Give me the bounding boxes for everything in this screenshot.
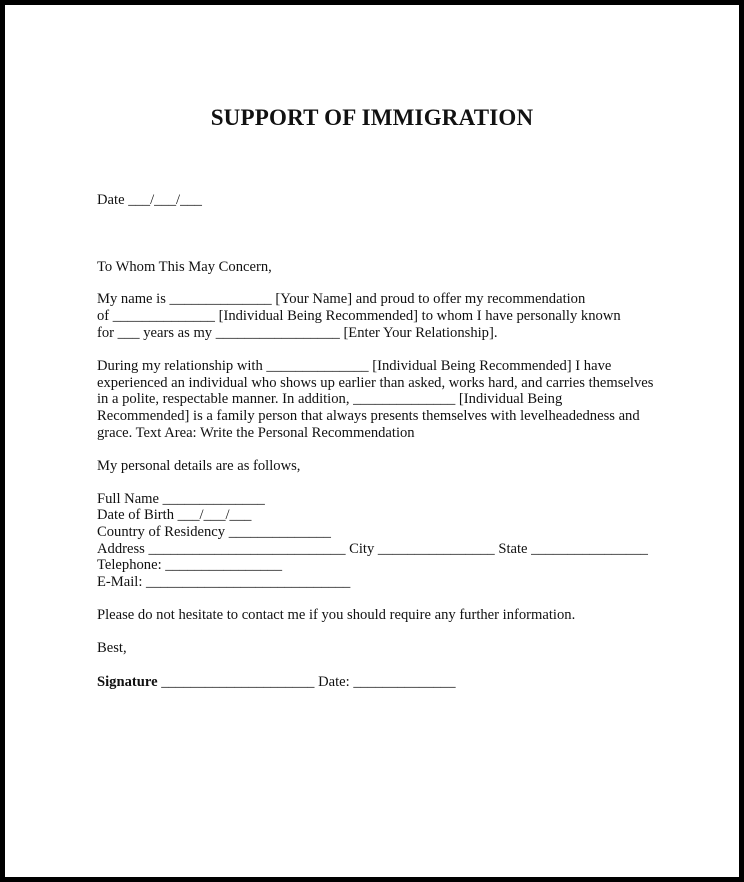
dob-field: Date of Birth ___/___/___ <box>97 507 252 523</box>
document-title: SUPPORT OF IMMIGRATION <box>210 105 534 130</box>
date-line: Date ___/___/___ <box>97 192 202 208</box>
full-name-field: Full Name ______________ <box>97 491 265 507</box>
details-intro: My personal details are as follows, <box>97 458 301 474</box>
body-line-5: grace. Text Area: Write the Personal Recommendation <box>97 425 415 441</box>
email-field: E-Mail: ____________________________ <box>97 574 351 590</box>
body-line-1: During my relationship with ______________ [Individual Being Recommended] I have <box>97 358 612 374</box>
closing: Best, <box>97 640 127 656</box>
intro-line-2: of ______________ [Individual Being Recommended] to whom I have personally known <box>97 308 621 324</box>
intro-line-1: My name is ______________ [Your Name] and proud to offer my recommendation <box>97 291 586 307</box>
signature-date-fields: _____________________ Date: ______________ <box>157 674 456 690</box>
telephone-field: Telephone: ________________ <box>97 557 283 573</box>
country-field: Country of Residency ______________ <box>97 524 331 540</box>
salutation: To Whom This May Concern, <box>97 259 272 275</box>
body-line-4: Recommended] is a family person that always presents themselves with levelheadedness and <box>97 408 640 424</box>
body-line-3: in a polite, respectable manner. In addition, ______________ [Individual Being <box>97 391 563 407</box>
contact-line: Please do not hesitate to contact me if you should require any further information. <box>97 607 576 623</box>
address-field: Address ___________________________ City ________________ State ________________ <box>97 541 648 557</box>
body-line-2: experienced an individual who shows up earlier than asked, works hard, and carries themselves <box>97 375 654 391</box>
intro-line-3: for ___ years as my _________________ [Enter Your Relationship]. <box>97 325 498 341</box>
signature-label: Signature <box>97 674 158 690</box>
signature-line <box>97 674 456 691</box>
